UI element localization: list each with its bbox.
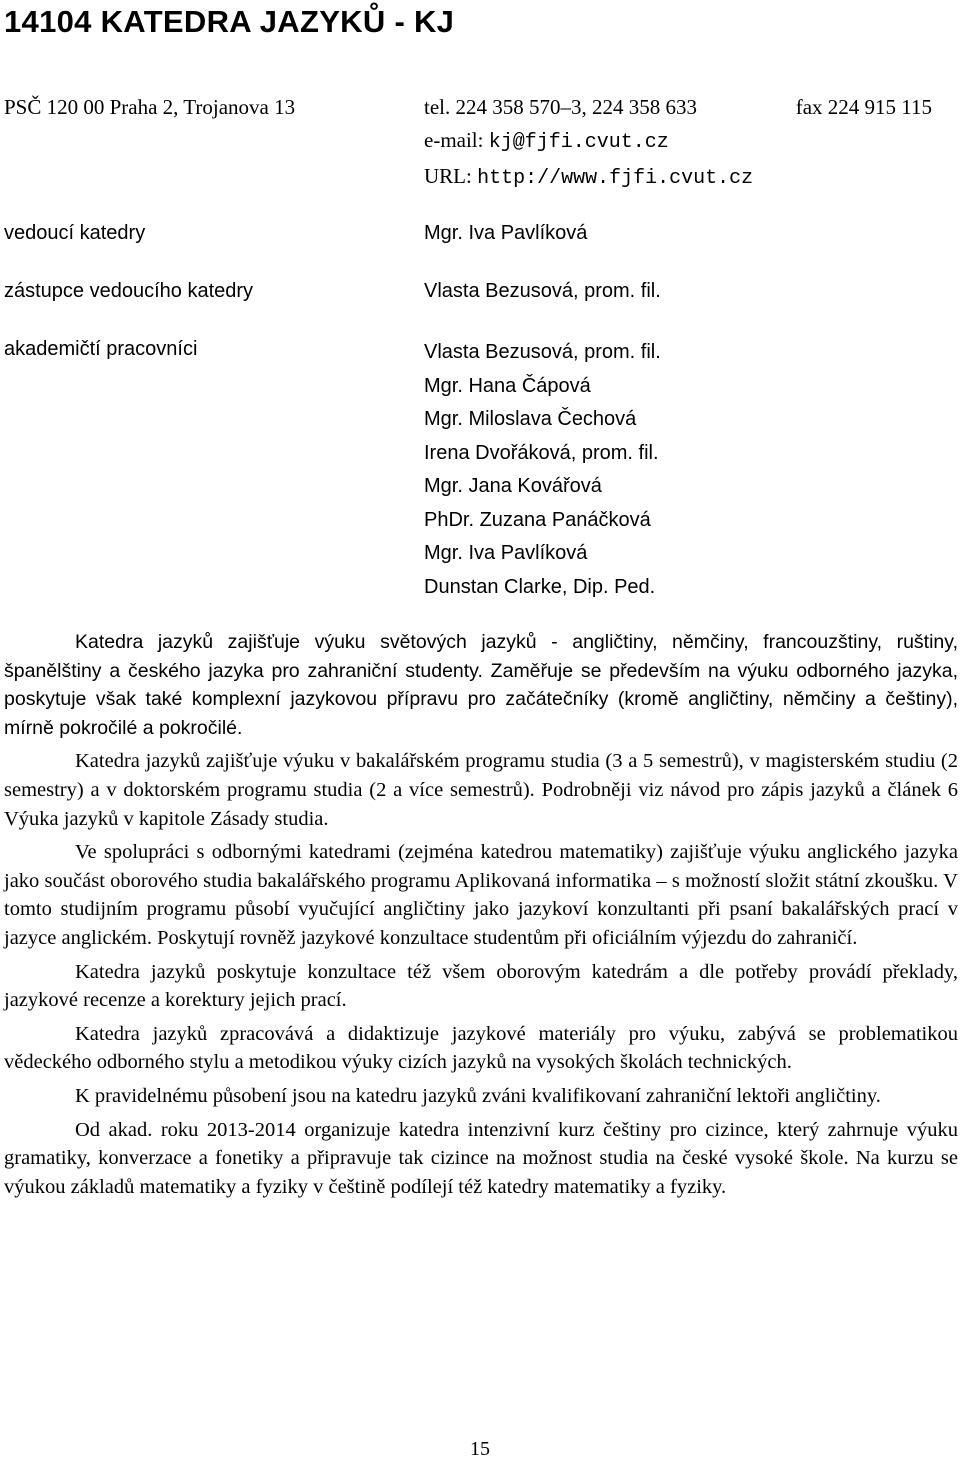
- staff-member: Mgr. Miloslava Čechová: [424, 408, 637, 430]
- deputy-label: zástupce vedoucího katedry: [4, 280, 254, 302]
- page-title: 14104 KATEDRA JAZYKŮ - KJ: [4, 4, 455, 39]
- staff-member: Mgr. Iva Pavlíková: [424, 542, 588, 564]
- body-text: [4, 628, 958, 1206]
- paragraph: Katedra jazyků poskytuje konzultace též všem oborovým katedrám a dle potřeby provádí překlady, jazykové recenze a korektury jejich prací.: [4, 960, 958, 1012]
- staff-member: Vlasta Bezusová, prom. fil.: [424, 341, 661, 363]
- paragraph: Katedra jazyků zajišťuje výuku světových jazyků - angličtiny, němčiny, francouzštiny, ruštiny, španělštiny a českého jazyka pro zahraniční studenty. Zaměřuje se především na výuku odborného jazyka, poskytuje však také komplexní jazykovou přípravu pro začátečníky (kromě angličtiny, němčiny a češtiny), mírně pokročilé a pokročilé.: [4, 631, 958, 739]
- paragraph: K pravidelnému působení jsou na katedru jazyků zváni kvalifikovaní zahraniční lektoři angličtiny.: [75, 1084, 881, 1107]
- staff-list: [424, 336, 661, 604]
- staff-member: PhDr. Zuzana Panáčková: [424, 508, 651, 531]
- staff-member: Mgr. Jana Kovářová: [424, 475, 602, 497]
- email-line: [424, 128, 669, 154]
- paragraph: Katedra jazyků zajišťuje výuku v bakalářském programu studia (3 a 5 semestrů), v magisterském studiu (2 semestry) a v doktorském programu studia (2 a více semestrů). Podrobněji viz návod pro zápis jazyků a článek 6 Výuka jazyků v kapitole Zásady studia.: [4, 750, 958, 830]
- paragraph: Od akad. roku 2013-2014 organizuje katedra intenzivní kurz češtiny pro cizince, který zahrnuje výuku gramatiky, konverzace a fonetiky a připravuje tak cizince na možnost studia na české vysoké škole. Na kurzu se výukou základů matematiky a fyziky v češtině podílejí též katedry matematiky a fyziky.: [4, 1118, 958, 1198]
- fax: fax 224 915 115: [795, 95, 932, 119]
- phone: tel. 224 358 570–3, 224 358 633: [424, 95, 697, 119]
- paragraph: Katedra jazyků zpracovává a didaktizuje jazykové materiály pro výuku, zabývá se problematikou vědeckého odborného stylu a metodikou výuky cizích jazyků na vysokých školách technických.: [4, 1022, 958, 1074]
- paragraph: Ve spolupráci s odbornými katedrami (zejména katedrou matematiky) zajišťuje výuku anglického jazyka jako součást oborového studia bakalářského programu Aplikovaná informatika – s možností složit státní zkoušku. V tomto studijním programu působí vyučující angličtiny jako jazykoví konzultanti při psaní bakalářských prací v jazyce anglickém. Poskytují rovněž jazykové konzultace studentům při oficiálním výjezdu do zahraničí.: [4, 841, 958, 949]
- address: PSČ 120 00 Praha 2, Trojanova 13: [4, 95, 296, 119]
- page-number: 15: [470, 1438, 490, 1460]
- email-link[interactable]: kj@fjfi.cvut.cz: [488, 131, 669, 154]
- deputy-name: Vlasta Bezusová, prom. fil.: [424, 280, 661, 302]
- email-label: e-mail:: [424, 128, 489, 152]
- head-name: Mgr. Iva Pavlíková: [424, 222, 588, 244]
- staff-member: Irena Dvořáková, prom. fil.: [424, 441, 659, 464]
- staff-member: Mgr. Hana Čápová: [424, 374, 591, 397]
- staff-label: akademičtí pracovníci: [4, 338, 198, 360]
- head-label: vedoucí katedry: [4, 222, 146, 244]
- url-label: URL:: [424, 164, 478, 188]
- staff-member: Dunstan Clarke, Dip. Ped.: [424, 575, 656, 598]
- url-line: [424, 164, 753, 190]
- contact-row: [4, 95, 932, 125]
- url-link[interactable]: http://www.fjfi.cvut.cz: [477, 167, 754, 190]
